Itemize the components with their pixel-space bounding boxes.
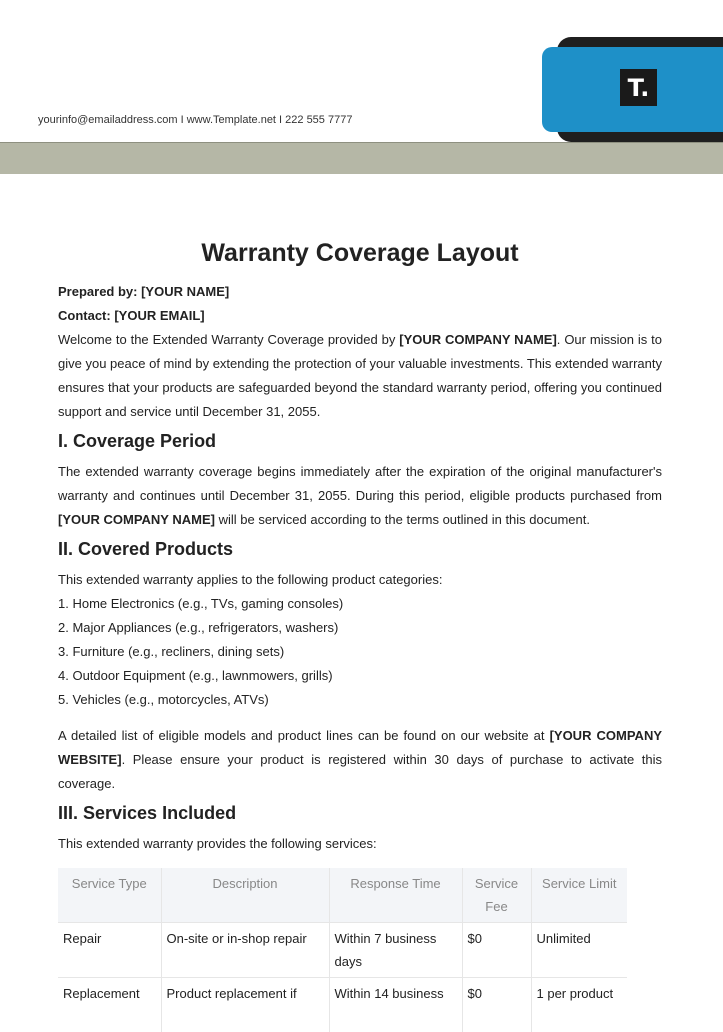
table-cell: $0 <box>462 978 531 1032</box>
table-header-row <box>58 868 627 923</box>
products-paragraph: A detailed list of eligible models and product lines can be found on our website at [YOUR COMPANY WEBSITE]. Please ensure your product is registered within 30 days of purchase to activate this coverage. <box>58 728 662 791</box>
product-list <box>58 592 662 712</box>
products-lead: This extended warranty applies to the following product categories: <box>58 572 443 587</box>
table-cell: $0 <box>462 923 531 978</box>
table-cell: Repair <box>58 923 161 978</box>
list-item: 3. Furniture (e.g., recliners, dining sets) <box>58 644 285 659</box>
prepared-by: Prepared by: [YOUR NAME] <box>58 284 230 299</box>
table-cell: Within 14 business <box>329 978 462 1032</box>
table-row <box>58 978 627 1032</box>
section-heading: II. Covered Products <box>58 539 234 559</box>
list-item: 4. Outdoor Equipment (e.g., lawnmowers, grills) <box>58 668 333 683</box>
contact-line: Contact: [YOUR EMAIL] <box>58 308 205 323</box>
column-header: Description <box>161 868 329 923</box>
header-contact: yourinfo@emailaddress.com I www.Template.net I 222 555 7777 <box>38 114 353 126</box>
page-title: Warranty Coverage Layout <box>201 239 519 267</box>
table-cell: Within 7 business days <box>329 923 462 978</box>
column-header: Service Type <box>58 868 161 923</box>
table-row <box>58 923 627 978</box>
table-cell: On-site or in-shop repair <box>161 923 329 978</box>
coverage-paragraph: The extended warranty coverage begins immediately after the expiration of the original manufacturer's warranty and continues until December 31, 2055. During this period, eligible products purchased from [YOUR COMPANY NAME] will be serviced according to the terms outlined in this document. <box>58 464 662 527</box>
column-header: Service Fee <box>462 868 531 923</box>
document-body <box>58 236 662 1032</box>
column-header: Service Limit <box>531 868 627 923</box>
list-item: 2. Major Appliances (e.g., refrigerators, washers) <box>58 620 339 635</box>
section-heading: III. Services Included <box>58 803 237 823</box>
table-cell: Product replacement if <box>161 978 329 1032</box>
intro-paragraph: Welcome to the Extended Warranty Coverage provided by [YOUR COMPANY NAME]. Our mission is to give you peace of mind by extending the protection of your valuable investments. This extended warranty ensures that your products are safeguarded beyond the standard warranty period, offering you continued support and service until December 31, 2055. <box>58 332 662 419</box>
list-item: 5. Vehicles (e.g., motorcycles, ATVs) <box>58 692 269 707</box>
list-item: 1. Home Electronics (e.g., TVs, gaming consoles) <box>58 596 344 611</box>
template-logo: T. <box>620 69 657 106</box>
services-table <box>58 868 627 1032</box>
column-header: Response Time <box>329 868 462 923</box>
table-cell: Unlimited <box>531 923 627 978</box>
table-cell: 1 per product <box>531 978 627 1032</box>
section-heading: I. Coverage Period <box>58 431 217 451</box>
header-band <box>0 142 723 174</box>
services-lead: This extended warranty provides the following services: <box>58 836 377 851</box>
table-cell: Replacement <box>58 978 161 1032</box>
